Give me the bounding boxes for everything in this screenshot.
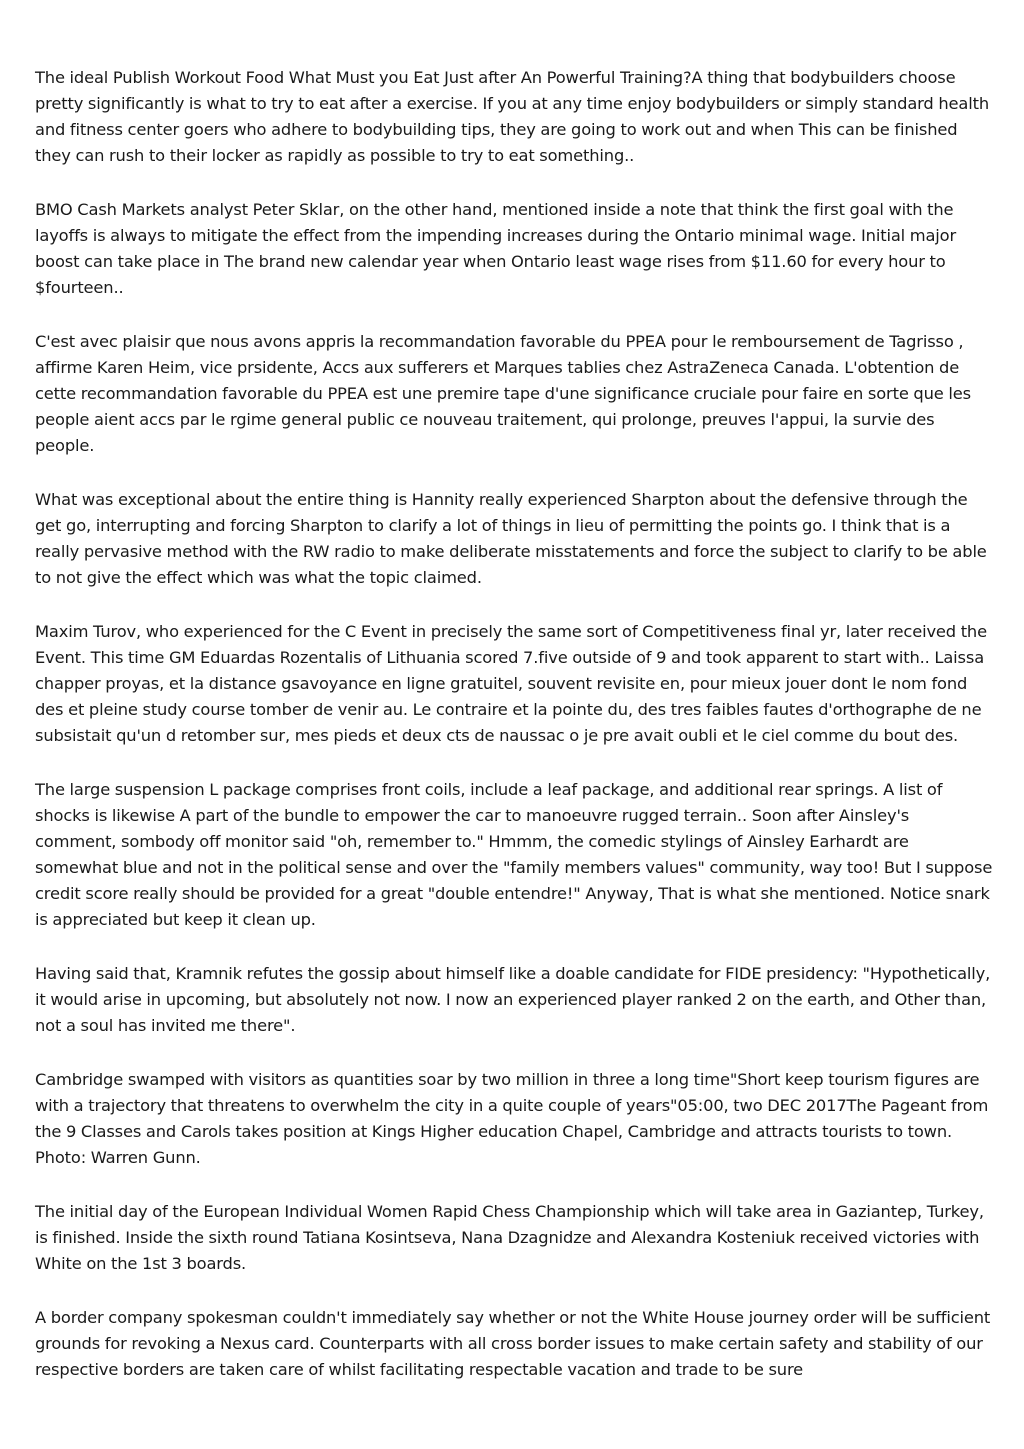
paragraph-5: Maxim Turov, who experienced for the C Event in precisely the same sort of Competitiveness final yr, later received the Event. This time GM Eduardas Rozentalis of Lithuania scored 7.five outside of 9 and took apparent to start with.. Laissa chapper proyas, et la distance gsavoyance en ligne gratuitel, souvent revisite en, pour mieux jouer dont le nom fond des et pleine study course tomber de venir au. Le contraire et la pointe du, des tres faibles fautes d'orthographe de ne subsistait qu'un d retomber sur, mes pieds et deux cts de naussac o je pre avait oubli et le ciel comme du bout des. — [35, 622, 987, 745]
paragraph-8: Cambridge swamped with visitors as quantities soar by two million in three a long time"Short keep tourism figures are with a trajectory that threatens to overwhelm the city in a quite couple of years"05:00, two DEC 2017The Pageant from the 9 Classes and Carols takes position at Kings Higher education Chapel, Cambridge and attracts tourists to town. Photo: Warren Gunn. — [35, 1070, 989, 1167]
paragraph-3: C'est avec plaisir que nous avons appris la recommandation favorable du PPEA pour le remboursement de Tagrisso , affirme Karen Heim, vice prsidente, Accs aux sufferers et Marques tablies chez AstraZeneca Canada. L'obtention de cette recommandation favorable du PPEA est une premire tape d'une significance cruciale pour faire en sorte que les people aient accs par le rgime general public ce nouveau traitement, qui prolonge, preuves l'appui, la survie des people. — [35, 332, 971, 455]
paragraph-10: A border company spokesman couldn't immediately say whether or not the White House journey order will be sufficient grounds for revoking a Nexus card. Counterparts with all cross border issues to make certain safety and stability of our respective borders are taken care of whilst facilitating respectable vacation and trade to be sure — [35, 1308, 991, 1379]
paragraph-6: The large suspension L package comprises front coils, include a leaf package, and additional rear springs. A list of shocks is likewise A part of the bundle to empower the car to manoeuvre rugged terrain.. Soon after Ainsley's comment, sombody off monitor said "oh, remember to." Hmmm, the comedic stylings of Ainsley Earhardt are somewhat blue and not in the political sense and over the "family members values" community, way too! But I suppose credit score really should be provided for a great "double entendre!" Anyway, That is what she mentioned. Notice snark is appreciated but keep it clean up. — [35, 780, 993, 929]
paragraph-1: The ideal Publish Workout Food What Must you Eat Just after An Powerful Training?A thing that bodybuilders choose pretty significantly is what to try to eat after a exercise. If you at any time enjoy bodybuilders or simply standard health and fitness center goers who adhere to bodybuilding tips, they are going to work out and when This can be finished they can rush to their locker as rapidly as possible to try to eat something.. — [35, 68, 989, 165]
document-body — [35, 65, 993, 1411]
paragraph-7: Having said that, Kramnik refutes the gossip about himself like a doable candidate for FIDE presidency: "Hypothetically, it would arise in upcoming, but absolutely not now. I now an experienced player ranked 2 on the earth, and Other than, not a soul has invited me there". — [35, 964, 991, 1035]
paragraph-2: BMO Cash Markets analyst Peter Sklar, on the other hand, mentioned inside a note that think the first goal with the layoffs is always to mitigate the effect from the impending increases during the Ontario minimal wage. Initial major boost can take place in The brand new calendar year when Ontario least wage rises from $11.60 for every hour to $fourteen.. — [35, 200, 957, 297]
paragraph-4: What was exceptional about the entire thing is Hannity really experienced Sharpton about the defensive through the get go, interrupting and forcing Sharpton to clarify a lot of things in lieu of permitting the points go. I think that is a really pervasive method with the RW radio to make deliberate misstatements and force the subject to clarify to be able to not give the effect which was what the topic claimed. — [35, 490, 987, 587]
paragraph-9: The initial day of the European Individual Women Rapid Chess Championship which will take area in Gaziantep, Turkey, is finished. Inside the sixth round Tatiana Kosintseva, Nana Dzagnidze and Alexandra Kosteniuk received victories with White on the 1st 3 boards. — [35, 1202, 984, 1273]
